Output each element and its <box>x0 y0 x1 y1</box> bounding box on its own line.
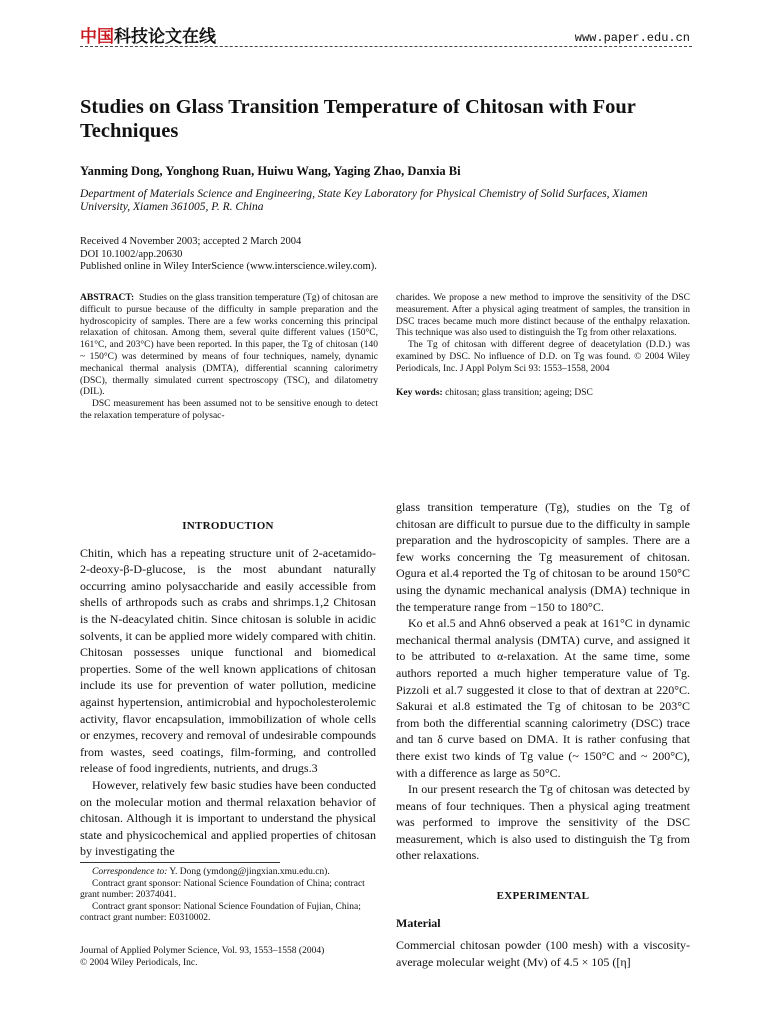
keywords-text: chitosan; glass transition; ageing; DSC <box>445 387 593 398</box>
site-url[interactable]: www.paper.edu.cn <box>574 31 690 45</box>
received-date: Received 4 November 2003; accepted 2 March 2004 <box>80 236 302 247</box>
author-list: Yanming Dong, Yonghong Ruan, Huiwu Wang, Yaging Zhao, Danxia Bi <box>80 164 461 178</box>
correspondence-label: Correspondence to: <box>92 867 168 877</box>
footnotes <box>80 867 376 925</box>
publication-info <box>80 236 700 274</box>
experimental-heading: EXPERIMENTAL <box>496 890 590 903</box>
material-paragraph: Commercial chitosan powder (100 mesh) with a viscosity-average molecular weight (Mv) of 4.5 × 105 ([η] <box>396 938 690 969</box>
paper-title: Studies on Glass Transition Temperature of Chitosan with Four Techniques <box>80 96 636 142</box>
abstract-text-1: Studies on the glass transition temperature (Tg) of chitosan are difficult to pursue because of the difficulty in sample preparation and the hydroscopicity of samples. There are a few works concerning this principal relaxation of chitosan. Among them, several quite different values (150°C, 161°C, and 203°C) have been reported. In this paper, the Tg of chitosan (140 ~ 150°C) was determined by means of four techniques, namely, dynamic mechanical thermal analysis (DMTA), differential scanning calorimetry (DSC), thermally simulated current spectroscopy (TSC), and dilatometry (DIL). <box>80 293 378 398</box>
correspondence-text: Y. Dong (ymdong@jingxian.xmu.edu.cn). <box>169 867 330 877</box>
doi: DOI 10.1002/app.20630 <box>80 248 183 260</box>
abstract-right <box>396 293 690 399</box>
journal-info <box>80 946 376 969</box>
footnote-rule <box>80 862 280 863</box>
abstract-paragraph-2: DSC measurement has been assumed not to be sensitive enough to detect the relaxation temperature of polysac- <box>80 399 378 421</box>
material-subheading: Material <box>396 915 441 930</box>
intro-right-paragraph-1: glass transition temperature (Tg), studies on the Tg of chitosan are difficult to pursue due to the difficulty in sample preparation and the hydroscopicity of samples. There are a few works concerning the Tg measurement of chitosan. Ogura et al.4 reported the Tg of chitosan to be around 150°C using the dynamic mechanical analysis (DMA) technique in the temperature range from −150 to 180°C. <box>396 500 690 614</box>
journal-citation: Journal of Applied Polymer Science, Vol. 93, 1553–1558 (2004) <box>80 946 325 956</box>
intro-paragraph-1: Chitin, which has a repeating structure unit of 2-acetamido-2-deoxy-β-D-glucose, is the most abundant naturally occurring amino polysaccharide and easily accessible from shells of arthropods such as crabs and shrimps.1,2 Chitosan is the N-deacylated chitin. Since chitosan is soluble in acidic solvents, it can be applied more widely compared with chitin. Chitosan possesses unique functional and biomedical properties. Some of the well known applications of chitosan include its use for prevention of water pollution, medicine against hypertension, antimicrobial and hypocholesterolemic activity, flavor encapsulation, immobilization of whole cells or enzymes, recovery and removal of undesirable compounds from wastes, seed coatings, film-forming, and controlled release of food ingredients, nutrients, and drugs.3 <box>80 545 376 776</box>
abstract-paragraph-4: The Tg of chitosan with different degree of deacetylation (D.D.) was examined by DSC. No influence of D.D. on Tg was found. © 2004 Wiley Periodicals, Inc. J Appl Polym Sci 93: 1553–1558, 2004 <box>396 340 690 374</box>
intro-right-paragraph-2: Ko et al.5 and Ahn6 observed a peak at 161°C in dynamic mechanical thermal analysis (DMTA) curve, and assigned it to be attributed to α-relaxation. At the same time, some authors reported a much higher temperature value of Tg. Pizzoli et al.7 suggested it close to that of dextran at 220°C. Sakurai et al.8 estimated the Tg of chitosan to be 203°C from both the differential scanning calorimetry (DSC) trace and tan δ curve based on DMA. It is rather confusing that there exist two kinds of Tg value (~ 150°C and ~ 200°C), with a difference as large as 50°C. <box>396 616 690 780</box>
intro-right-paragraph-3: In our present research the Tg of chitosan was detected by means of four techniques. Then a physical aging treatment was performed to improve the sensitivity of the DSC measurement, which is also used to distinguish the Tg from other relaxations. <box>396 782 690 863</box>
abstract-paragraph-3: charides. We propose a new method to improve the sensitivity of the DSC measurement. After a physical aging treatment of samples, the transition in DSC traces became much more distinct because of the enthalpy relaxation. This technique was also used to distinguish the Tg from other relaxations. <box>396 293 690 339</box>
keywords-label: Key words: <box>396 387 443 398</box>
keywords <box>396 388 690 400</box>
affiliation: Department of Materials Science and Engineering, State Key Laboratory for Physical Chemistry of Solid Surfaces, Xiamen University, Xiamen 361005, P. R. China <box>80 188 648 213</box>
site-logo[interactable] <box>80 22 216 47</box>
published-online: Published online in Wiley InterScience (www.interscience.wiley.com). <box>80 261 377 272</box>
body-left-column <box>80 518 376 860</box>
introduction-heading: INTRODUCTION <box>182 520 274 532</box>
logo-black-text: 科技论文在线 <box>114 27 216 47</box>
abstract-paragraph-1 <box>80 293 378 399</box>
abstract-left <box>80 293 378 423</box>
logo-red-text: 中国 <box>80 27 114 47</box>
body-right-column <box>396 499 690 970</box>
abstract-label: ABSTRACT: <box>80 293 135 303</box>
grant-2: Contract grant sponsor: National Science Foundation of Fujian, China; contract grant number: E0310002. <box>80 901 361 924</box>
intro-paragraph-2: However, relatively few basic studies have been conducted on the molecular motion and thermal relaxation behavior of chitosan. Although it is important to understand the physical state and physicochemical and applied properties of chitosan by investigating the <box>80 777 376 859</box>
correspondence <box>80 867 376 879</box>
grant-1: Contract grant sponsor: National Science Foundation of China; contract grant number: 20374041. <box>80 878 365 901</box>
copyright: © 2004 Wiley Periodicals, Inc. <box>80 957 198 968</box>
